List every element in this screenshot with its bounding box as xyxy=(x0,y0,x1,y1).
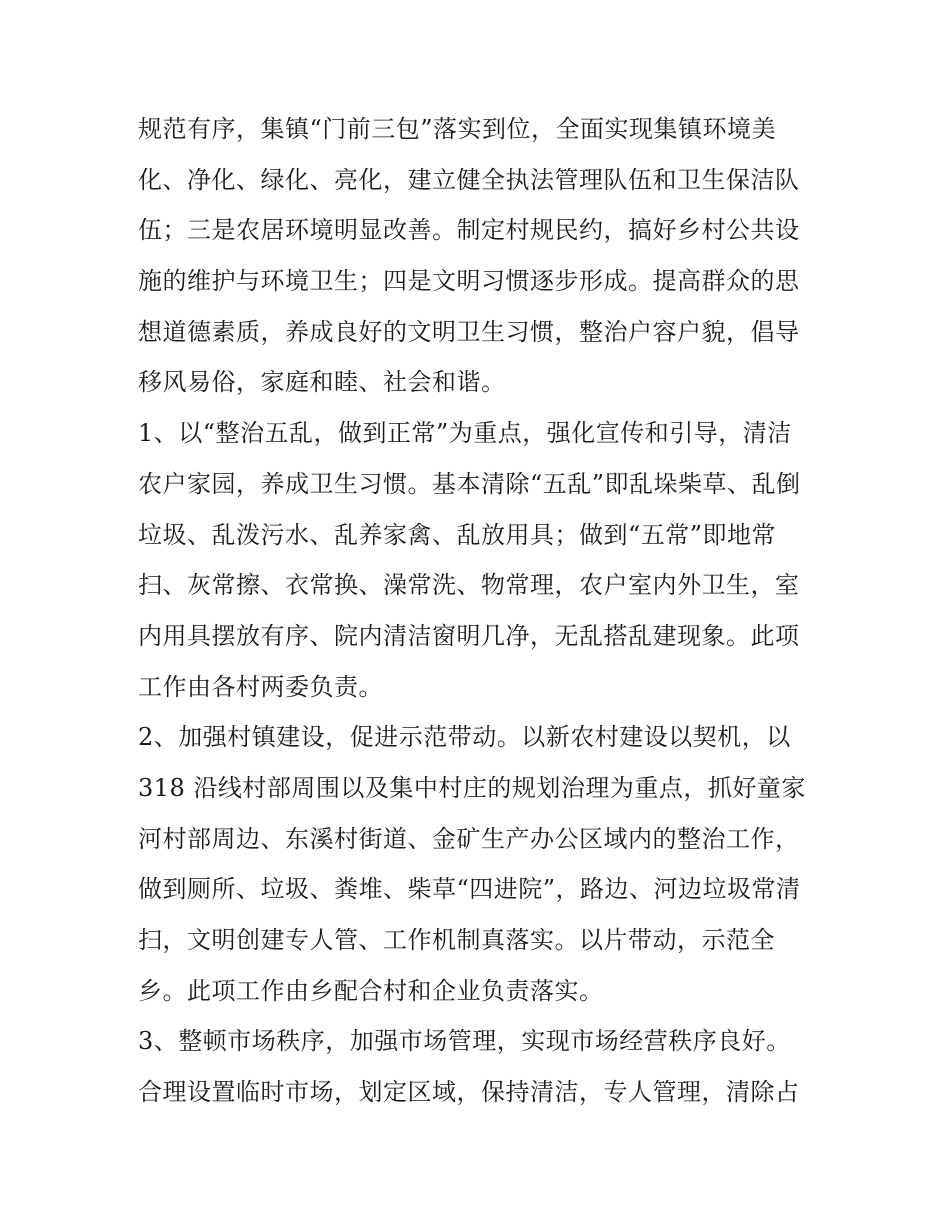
text-line: 扫、灰常擦、衣常换、澡常洗、物常理，农户室内外卫生，室 xyxy=(138,571,800,600)
text-line: 1、以“整治五乱，做到正常”为重点，强化宣传和引导，清洁 xyxy=(138,419,792,448)
text-line: 做到厕所、垃圾、粪堆、柴草“四进院”，路边、河边垃圾常清 xyxy=(138,875,801,904)
text-line: 3、整顿市场秩序，加强市场管理，实现市场经营秩序良好。 xyxy=(138,1027,791,1056)
text-line: 农户家园，养成卫生习惯。基本清除“五乱”即乱垛柴草、乱倒 xyxy=(138,469,801,498)
text-line: 工作由各村两委负责。 xyxy=(138,672,383,701)
text-line: 318 沿线村部周围以及集中村庄的规划治理为重点，抓好童家 xyxy=(138,773,806,802)
text-line: 移风易俗，家庭和睦、社会和谐。 xyxy=(138,368,506,397)
text-line: 乡。此项工作由乡配合村和企业负责落实。 xyxy=(138,976,604,1005)
text-line: 2、加强村镇建设，促进示范带动。以新农村建设以契机，以 xyxy=(138,723,791,752)
text-line: 想道德素质，养成良好的文明卫生习惯，整治户容户貌，倡导 xyxy=(138,317,800,346)
text-line: 化、净化、绿化、亮化，建立健全执法管理队伍和卫生保洁队 xyxy=(138,165,800,194)
text-line: 内用具摆放有序、院内清洁窗明几净，无乱搭乱建现象。此项 xyxy=(138,621,800,650)
text-line: 河村部周边、东溪村街道、金矿生产办公区域内的整治工作， xyxy=(138,824,800,853)
text-line: 垃圾、乱泼污水、乱养家禽、乱放用具；做到“五常”即地常 xyxy=(138,520,777,549)
text-line: 扫，文明创建专人管、工作机制真落实。以片带动，示范全 xyxy=(138,926,775,954)
text-line: 伍；三是农居环境明显改善。制定村规民约，搞好乡村公共设 xyxy=(138,216,800,245)
text-line: 合理设置临时市场，划定区域，保持清洁，专人管理，清除占 xyxy=(138,1078,800,1107)
text-line: 规范有序，集镇“门前三包”落实到位，全面实现集镇环境美 xyxy=(138,115,777,143)
text-line: 施的维护与环境卫生；四是文明习惯逐步形成。提高群众的思 xyxy=(138,267,800,296)
document-body xyxy=(138,104,818,1118)
